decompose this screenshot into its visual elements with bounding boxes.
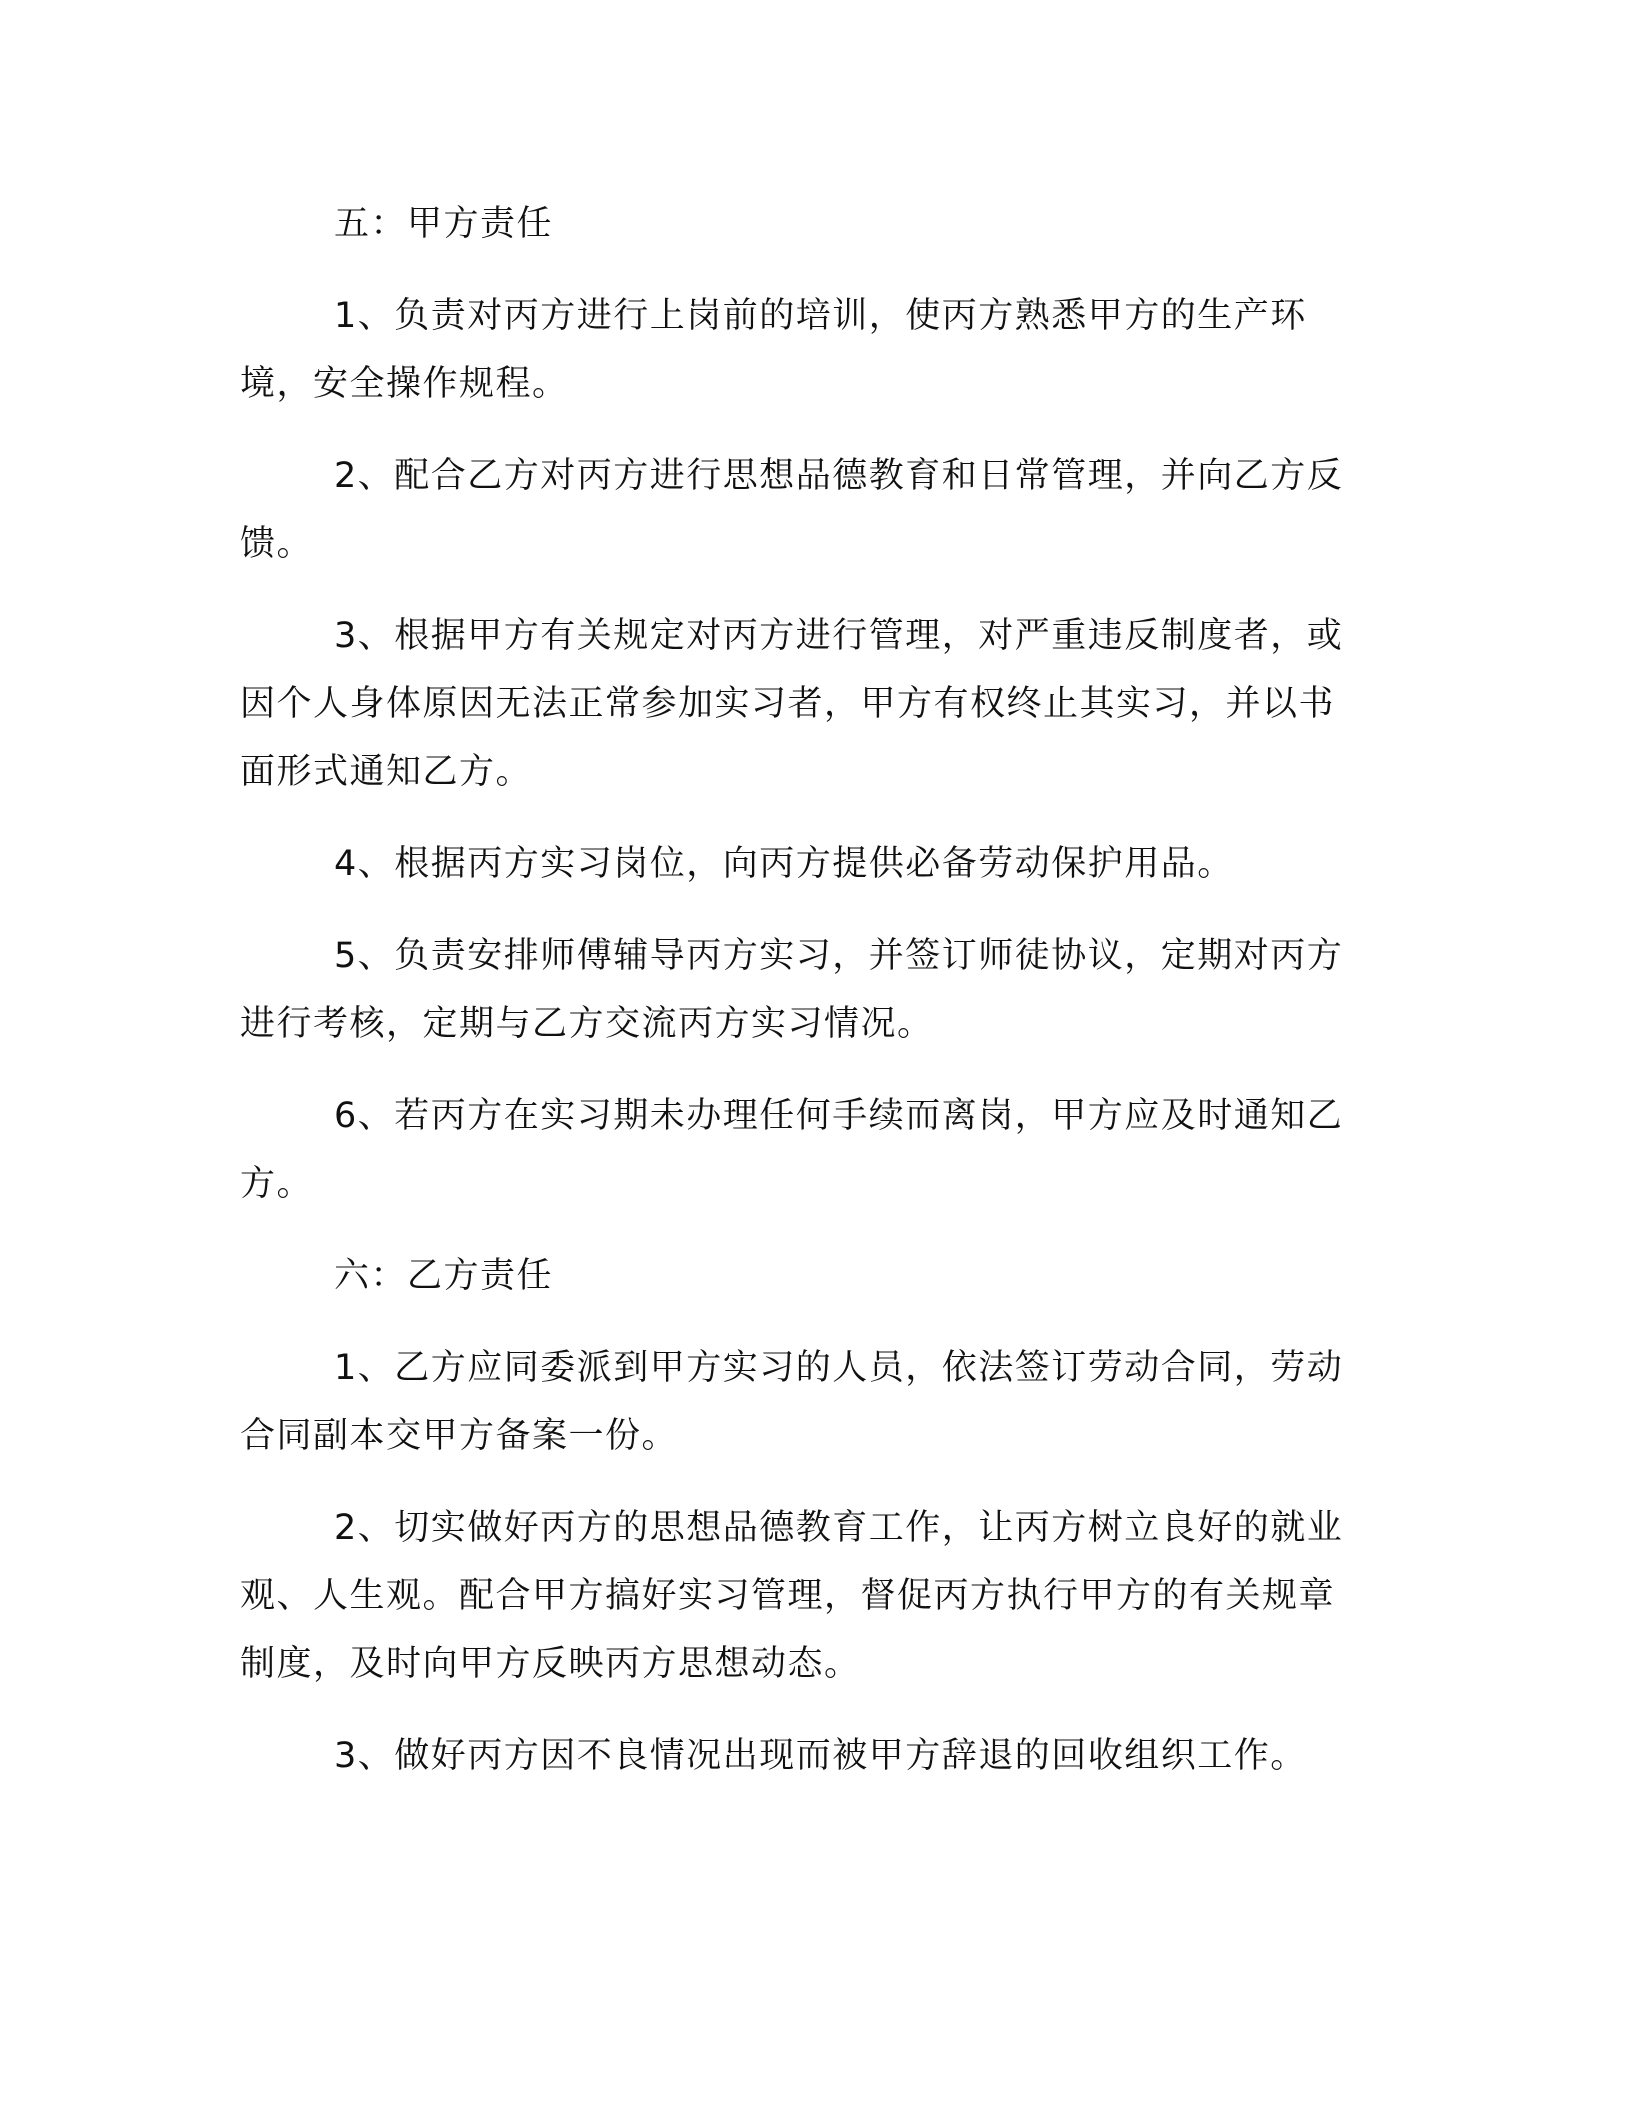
section-heading-party-a: 五：甲方责任 bbox=[334, 204, 554, 244]
party-b-item-1: 1、乙方应同委派到甲方实习的人员，依法签订劳动合同，劳动合同副本交甲方备案一份。 bbox=[240, 1348, 1344, 1456]
party-a-item-2: 2、配合乙方对丙方进行思想品德教育和日常管理，并向乙方反馈。 bbox=[240, 456, 1344, 564]
party-a-item-1: 1、负责对丙方进行上岗前的培训，使丙方熟悉甲方的生产环境，安全操作规程。 bbox=[240, 296, 1307, 404]
party-a-item-5: 5、负责安排师傅辅导丙方实习，并签订师徒协议，定期对丙方进行考核，定期与乙方交流丙方实习情况。 bbox=[240, 936, 1344, 1044]
party-b-item-2: 2、切实做好丙方的思想品德教育工作，让丙方树立良好的就业观、人生观。配合甲方搞好实习管理，督促丙方执行甲方的有关规章制度，及时向甲方反映丙方思想动态。 bbox=[240, 1508, 1344, 1684]
party-a-item-6: 6、若丙方在实习期未办理任何手续而离岗，甲方应及时通知乙方。 bbox=[240, 1096, 1344, 1204]
party-b-item-3: 3、做好丙方因不良情况出现而被甲方辞退的回收组织工作。 bbox=[334, 1736, 1307, 1776]
section-heading-party-b: 六：乙方责任 bbox=[334, 1256, 554, 1296]
party-a-item-3: 3、根据甲方有关规定对丙方进行管理，对严重违反制度者，或因个人身体原因无法正常参加实习者，甲方有权终止其实习，并以书面形式通知乙方。 bbox=[240, 616, 1344, 792]
document-body bbox=[240, 190, 1365, 1814]
party-a-item-4: 4、根据丙方实习岗位，向丙方提供必备劳动保护用品。 bbox=[334, 844, 1234, 884]
